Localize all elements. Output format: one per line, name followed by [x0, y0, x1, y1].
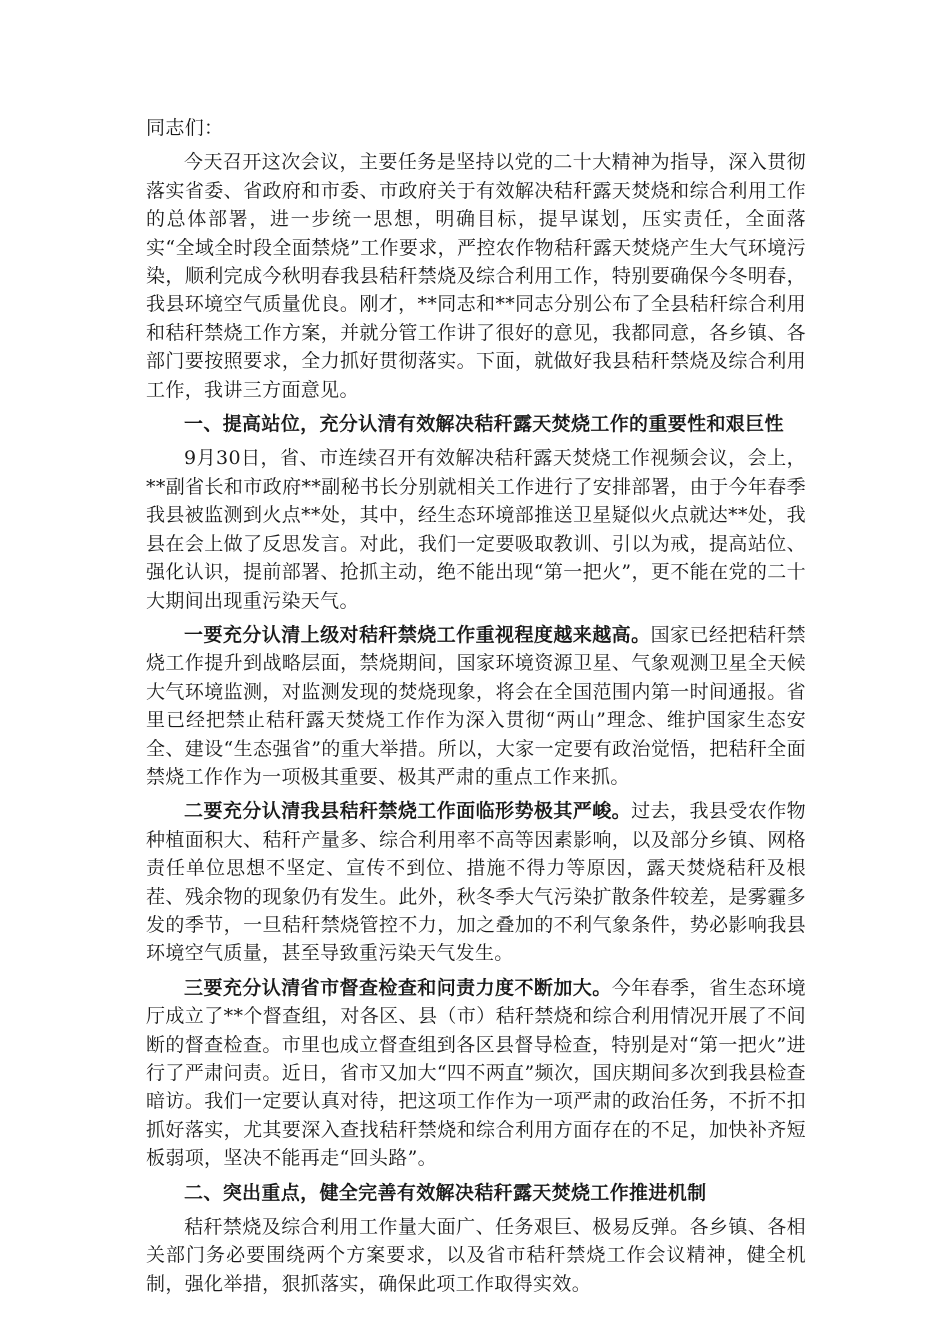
point-2-paragraph: [146, 797, 806, 967]
section-2-intro-paragraph: 秸秆禁烧及综合利用工作量大面广、任务艰巨、极易反弹。各乡镇、各相关部门务必要围绕两个方案要求，以及省市秸秆禁烧工作会议精神，健全机制，强化举措，狠抓落实，确保此项工作取得实效。: [146, 1216, 806, 1295]
salutation: 同志们：: [146, 117, 224, 139]
section-2-heading: 二、突出重点，健全完善有效解决秸秆露天焚烧工作推进机制: [184, 1181, 707, 1204]
point-2-lead: 二要充分认清我县秸秆禁烧工作面临形势极其严峻。: [184, 800, 632, 823]
point-1-body: 国家已经把秸秆禁烧工作提升到战略层面，禁烧期间，国家环境资源卫星、气象观测卫星全天候大气环境监测，对监测发现的焚烧现象，将会在全国范围内第一时间通报。省里已经把禁止秸秆露天焚烧工作作为深入贯彻“两山”理念、维护国家生态安全、建设“生态强省”的重大举措。所以，大家一定要有政治觉悟，把秸秆全面禁烧工作作为一项极其重要、极其严肃的重点工作来抓。: [146, 623, 806, 788]
intro-paragraph: 今天召开这次会议，主要任务是坚持以党的二十大精神为指导，深入贯彻落实省委、省政府和市委、市政府关于有效解决秸秆露天焚烧和综合利用工作的总体部署，进一步统一思想，明确目标，提早谋划，压实责任，全面落实“全域全时段全面禁烧”工作要求，严控农作物秸秆露天焚烧产生大气环境污染，顺利完成今秋明春我县秸秆禁烧及综合利用工作，特别要确保今冬明春，我县环境空气质量优良。刚才，**同志和**同志分别公布了全县秸秆综合利用和秸秆禁烧工作方案，并就分管工作讲了很好的意见，我都同意，各乡镇、各部门要按照要求，全力抓好贯彻落实。下面，就做好我县秸秆禁烧及综合利用工作，我讲三方面意见。: [146, 151, 806, 401]
point-3-body: 今年春季，省生态环境厅成立了**个督查组，对各区、县（市）秸秆禁烧和综合利用情况开展了不间断的督查检查。市里也成立督查组到各区县督导检查，特别是对“第一把火”进行了严肃问责。近日，省市又加大“四不两直”频次，国庆期间多次到我县检查暗访。我们一定要认真对待，把这项工作作为一项严肃的政治任务，不折不扣抓好落实，尤其要深入查找秸秆禁烧和综合利用方面存在的不足，加快补齐短板弱项，坚决不能再走“回头路”。: [146, 976, 806, 1170]
point-1-lead: 一要充分认清上级对秸秆禁烧工作重视程度越来越高。: [184, 623, 651, 646]
point-3-paragraph: [146, 974, 806, 1173]
section-1-intro-paragraph: 9月30日，省、市连续召开有效解决秸秆露天焚烧工作视频会议，会上，**副省长和市政府**副秘书长分别就相关工作进行了安排部署，由于今年春季我县被监测到火点**处，其中，经生态环境部推送卫星疑似火点就达**处，我县在会上做了反思发言。对此，我们一定要吸取教训、引以为戒，提高站位、强化认识，提前部署、抢抓主动，绝不能出现“第一把火”，更不能在党的二十大期间出现重污染天气。: [146, 447, 806, 612]
point-2-body: 过去，我县受农作物种植面积大、秸秆产量多、综合利用率不高等因素影响，以及部分乡镇、网格责任单位思想不坚定、宣传不到位、措施不得力等原因，露天焚烧秸秆及根茬、残余物的现象仍有发生。此外，秋冬季大气污染扩散条件较差，是雾霾多发的季节，一旦秸秆禁烧管控不力，加之叠加的不利气象条件，势必影响我县环境空气质量，甚至导致重污染天气发生。: [146, 800, 806, 965]
point-1-paragraph: [146, 621, 806, 791]
document-body: [146, 114, 806, 1304]
point-3-lead: 三要充分认清省市督查检查和问责力度不断加大。: [184, 976, 612, 999]
section-1-heading: 一、提高站位，充分认清有效解决秸秆露天焚烧工作的重要性和艰巨性: [184, 413, 784, 436]
